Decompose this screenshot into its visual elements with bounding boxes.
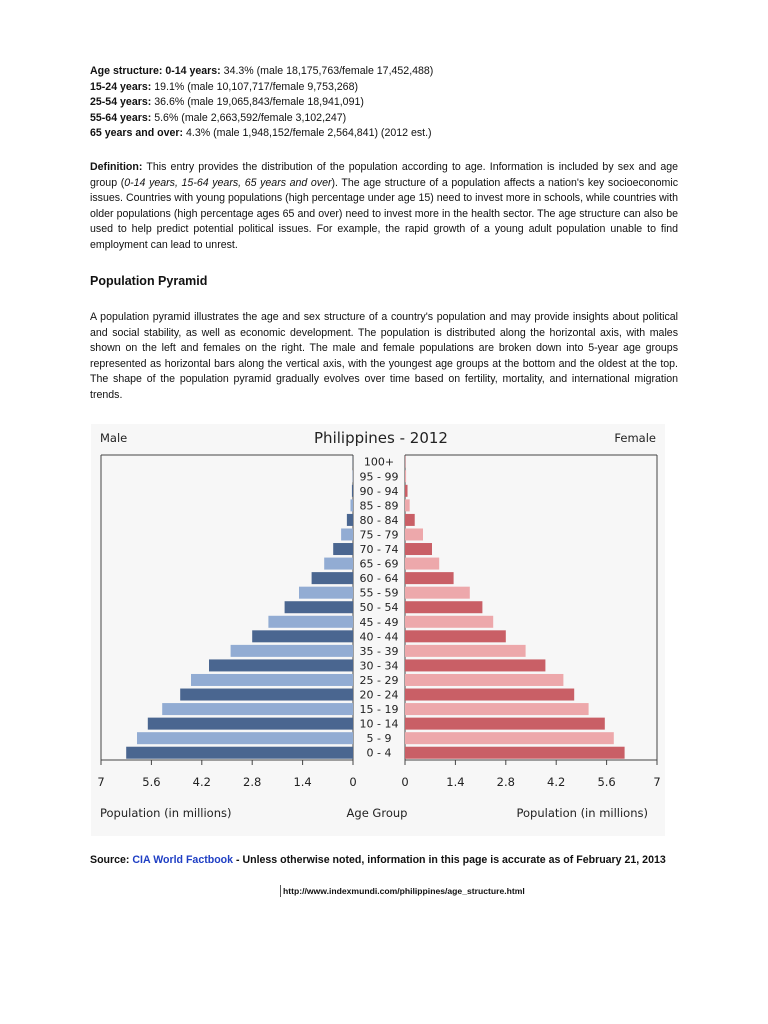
male-bar-85-89 [350,499,353,511]
age-row-15-24: 15-24 years: 19.1% (male 10,107,717/female 9,753,268) [90,80,358,93]
age-group-label: 75 - 79 [359,528,399,542]
age-group-label: 85 - 89 [359,499,399,513]
male-bar-60-64 [312,572,353,584]
female-bar-5-9 [405,732,614,744]
age-group-label: 90 - 94 [359,484,399,498]
male-bar-20-24 [180,689,353,701]
male-bar-15-19 [162,703,353,715]
female-tick-label: 7 [653,775,661,789]
x-axis-label-left: Population (in millions) [100,806,232,820]
male-bar-55-59 [299,587,353,599]
cia-factbook-link[interactable]: CIA World Factbook [132,854,234,866]
female-bar-35-39 [405,645,526,657]
female-bar-95-99 [405,470,406,482]
age-group-label: 45 - 49 [359,615,399,629]
female-bar-45-49 [405,616,493,628]
male-bar-50-54 [285,601,353,613]
male-bar-10-14 [148,718,353,730]
female-label: Female [614,431,656,445]
female-bar-15-19 [405,703,589,715]
female-bar-80-84 [405,514,415,526]
female-tick-label: 0 [401,775,409,789]
female-bar-85-89 [405,499,410,511]
age-group-label: 10 - 14 [359,717,399,731]
age-group-label: 60 - 64 [359,572,399,586]
female-tick-label: 2.8 [496,775,515,789]
male-bar-35-39 [231,645,353,657]
x-axis-label-right: Population (in millions) [516,806,648,820]
male-bar-90-94 [352,485,353,497]
female-bar-25-29 [405,674,563,686]
age-row-65-plus: 65 years and over: 4.3% (male 1,948,152/female 2,564,841) (2012 est.) [90,127,432,140]
male-tick-label: 0 [349,775,357,789]
chart-title: Philippines - 2012 [314,429,448,447]
male-bar-45-49 [268,616,353,628]
female-tick-label: 4.2 [547,775,566,789]
age-group-label: 80 - 84 [359,513,399,527]
male-tick-label: 4.2 [192,775,211,789]
age-group-label: 70 - 74 [359,543,399,557]
population-pyramid-chart [91,424,665,836]
pyramid-heading: Population Pyramid [90,274,208,288]
age-group-label: 95 - 99 [359,470,399,484]
age-row-25-54: 25-54 years: 36.6% (male 19,065,843/female 18,941,091) [90,96,364,109]
male-tick-label: 1.4 [293,775,312,789]
age-row-55-64: 55-64 years: 5.6% (male 2,663,592/female 3,102,247) [90,111,347,124]
male-tick-label: 2.8 [243,775,262,789]
female-bar-65-69 [405,558,439,570]
female-bar-30-34 [405,659,545,671]
female-bar-0-4 [405,747,625,759]
male-bar-40-44 [252,630,353,642]
definition-paragraph: Definition: This entry provides the distribution of the population according to age. Information is included by sex and age group (0-14 years, 15-64 years, 65 years and over). The age structure of a population affects a nation's key socioeconomic issues. Countries with young populations (high percentage under age 15) need to invest more in schools, while countries with older populations (high percentage ages 65 and over) need to invest more in the health sector. The age structure can also be used to help predict potential political issues. For example, the rapid growth of a young adult population unable to find employment can lead to unrest. [90,161,678,251]
age-group-label: 50 - 54 [359,601,399,615]
pyramid-paragraph: A population pyramid illustrates the age and sex structure of a country's population and may provide insights about political and social stability, as well as economic development. The population is distributed along the horizontal axis, with males shown on the left and females on the right. The male and female populations are broken down into 5-year age groups represented as horizontal bars along the vertical axis, with the youngest age groups at the bottom and the oldest at the top. The shape of the population pyramid gradually evolves over time based on fertility, mortality, and international migration trends. [90,311,678,401]
female-bar-55-59 [405,587,470,599]
female-bar-70-74 [405,543,432,555]
x-axis-label-center: Age Group [346,806,408,820]
age-group-label: 20 - 24 [359,688,399,702]
age-group-label: 100+ [363,455,395,469]
female-tick-label: 5.6 [597,775,616,789]
male-bar-80-84 [347,514,353,526]
age-group-label: 25 - 29 [359,673,399,687]
age-group-label: 30 - 34 [359,659,399,673]
female-bar-75-79 [405,528,423,540]
male-bar-65-69 [324,558,353,570]
pyramid-bars [126,456,624,760]
age-row-0-14: Age structure: 0-14 years: 34.3% (male 18,175,763/female 17,452,488) [90,65,434,77]
female-bar-90-94 [405,485,408,497]
female-bar-60-64 [405,572,454,584]
age-group-label: 5 - 9 [366,732,392,746]
female-bar-10-14 [405,718,605,730]
definition-label: Definition: [90,161,143,173]
male-bar-25-29 [191,674,353,686]
source-url: http://www.indexmundi.com/philippines/age_structure.html [280,885,525,897]
age-group-label: 15 - 19 [359,703,399,717]
male-label: Male [100,431,128,445]
male-tick-label: 5.6 [142,775,161,789]
age-group-label: 55 - 59 [359,586,399,600]
age-group-label: 35 - 39 [359,644,399,658]
female-tick-label: 1.4 [446,775,465,789]
male-bar-75-79 [341,528,353,540]
male-bar-70-74 [333,543,353,555]
female-bar-20-24 [405,689,574,701]
male-bar-30-34 [209,659,353,671]
female-bar-50-54 [405,601,482,613]
age-group-label: 0 - 4 [366,746,392,760]
axis-ticks [97,760,660,789]
female-bar-40-44 [405,630,506,642]
male-bar-5-9 [137,732,353,744]
male-tick-label: 7 [97,775,105,789]
age-group-label: 40 - 44 [359,630,399,644]
age-structure-stats [90,64,678,142]
age-group-label: 65 - 69 [359,557,399,571]
male-bar-0-4 [126,747,353,759]
source-line: Source: CIA World Factbook - Unless otherwise noted, information in this page is accurate as of February 21, 2013 [90,854,666,866]
